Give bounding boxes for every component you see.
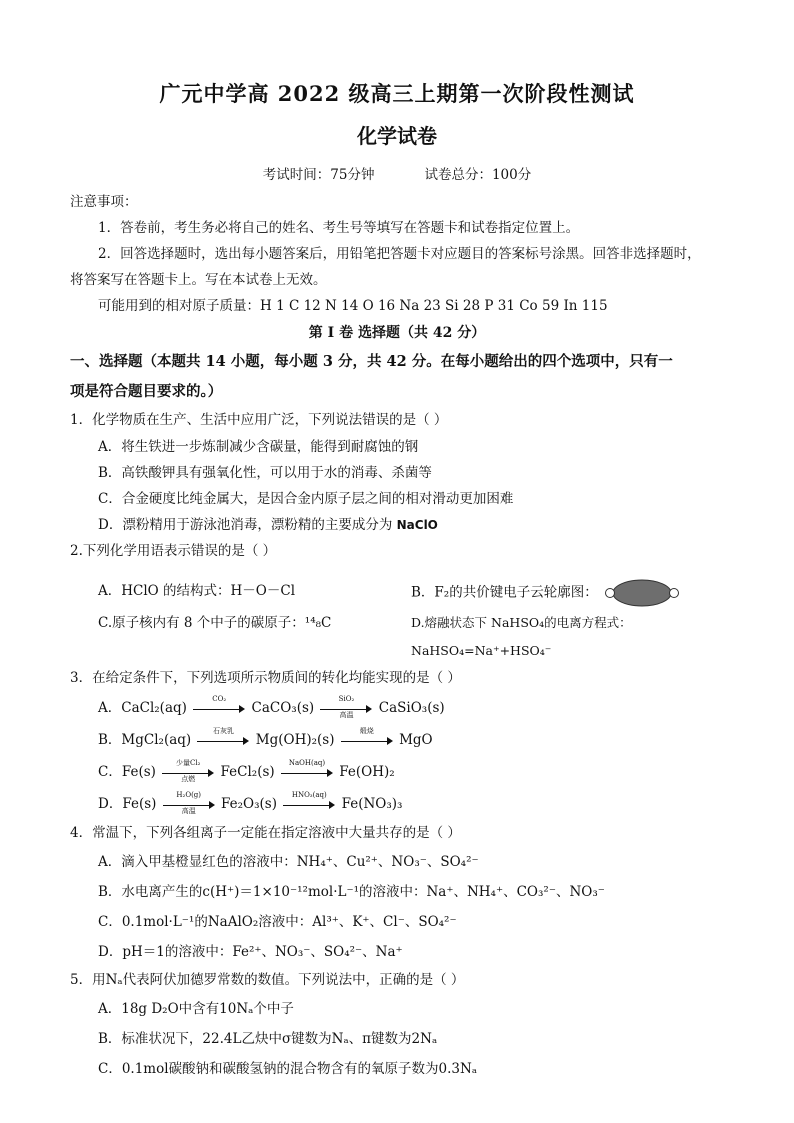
product: Fe(OH)₂ bbox=[339, 764, 395, 780]
reaction-arrow bbox=[163, 790, 215, 815]
option-label: B． bbox=[98, 732, 122, 748]
reaction-arrow bbox=[193, 694, 245, 716]
product: Fe(NO₃)₃ bbox=[341, 796, 403, 812]
reaction-arrow bbox=[283, 790, 335, 812]
reactant: Fe(s) bbox=[122, 796, 157, 812]
reactant: CaCl₂(aq) bbox=[121, 700, 187, 716]
option-b-text: B．F₂的共价键电子云轮廓图： bbox=[411, 584, 598, 601]
option-d-text: D．漂粉精用于游泳池消毒，漂粉精的主要成分为 bbox=[98, 517, 393, 533]
option-a: A．滴入甲基橙显红色的溶液中：NH₄⁺、Cu²⁺、NO₃⁻、SO₄²⁻ bbox=[98, 854, 479, 870]
option-d bbox=[70, 788, 724, 820]
question-stem: 1．化学物质在生产、生活中应用广泛，下列说法错误的是（ ） bbox=[70, 412, 448, 428]
question-1 bbox=[70, 407, 724, 538]
option-a bbox=[70, 692, 724, 724]
question-stem: 3．在给定条件下，下列选项所示物质间的转化均能实现的是（ ） bbox=[70, 670, 461, 686]
note-item-2b: 将答案写在答题卡上。写在本试卷上无效。 bbox=[70, 272, 327, 288]
f2-electron-cloud-diagram bbox=[604, 577, 680, 609]
product: MgO bbox=[399, 732, 433, 748]
option-d-formula: NaClO bbox=[396, 518, 438, 532]
question-stem: 4．常温下，下列各组离子一定能在指定溶液中大量共存的是（ ） bbox=[70, 825, 461, 841]
option-a: A．将生铁进一步炼制减少含碳量，能得到耐腐蚀的钢 bbox=[98, 439, 419, 455]
option-d bbox=[70, 512, 724, 538]
option-label: C． bbox=[98, 764, 122, 780]
intermediate: Fe₂O₃(s) bbox=[221, 796, 277, 812]
option-c bbox=[70, 756, 724, 788]
arrow-condition: CO₂ bbox=[212, 694, 227, 703]
arrow-condition: 煅烧 bbox=[359, 726, 374, 735]
part1-title: 第 I 卷 选择题（共 42 分） bbox=[308, 325, 486, 341]
option-label: D． bbox=[98, 796, 123, 812]
option-d: D．pH＝1的溶液中：Fe²⁺、NO₃⁻、SO₄²⁻、Na⁺ bbox=[98, 944, 403, 960]
page-subtitle: 化学试卷 bbox=[357, 124, 437, 148]
option-d: D.熔融状态下 NaHSO₄的电离方程式：NaHSO₄=Na⁺+HSO₄⁻ bbox=[411, 615, 632, 658]
question-4 bbox=[70, 820, 724, 967]
reaction-arrow bbox=[281, 758, 333, 780]
arrow-condition-below: 高温 bbox=[339, 710, 354, 719]
arrow-condition: HNO₃(aq) bbox=[291, 790, 327, 799]
option-b bbox=[70, 724, 724, 756]
reactant: Fe(s) bbox=[121, 764, 156, 780]
option-a: A．HClO 的结构式：H－O－Cl bbox=[98, 583, 296, 599]
option-c: C．合金硬度比纯金属大，是因合金内原子层之间的相对滑动更加困难 bbox=[98, 491, 514, 507]
reaction-arrow bbox=[320, 694, 372, 719]
option-a: A．18g D₂O中含有10Nₐ个中子 bbox=[98, 1001, 294, 1017]
intermediate: CaCO₃(s) bbox=[251, 700, 315, 716]
reaction-arrow bbox=[197, 726, 249, 748]
note-item-2a: 2．回答选择题时，选出每小题答案后，用铅笔把答题卡对应题目的答案标号涂黑。回答非选择题时， bbox=[98, 246, 701, 262]
question-3 bbox=[70, 665, 724, 820]
option-row-ab bbox=[70, 577, 724, 609]
option-c: C．0.1mol·L⁻¹的NaAlO₂溶液中：Al³⁺、K⁺、Cl⁻、SO₄²⁻ bbox=[98, 914, 457, 930]
question-5 bbox=[70, 967, 724, 1084]
question-stem: 5．用Nₐ代表阿伏加德罗常数的数值。下列说法中，正确的是（ ） bbox=[70, 972, 465, 988]
option-b bbox=[411, 577, 724, 609]
note-item-1: 1．答卷前，考生务必将自己的姓名、考生号等填写在答题卡和试卷指定位置上。 bbox=[98, 220, 580, 236]
reaction-arrow bbox=[341, 726, 393, 748]
arrow-condition: NaOH(aq) bbox=[288, 758, 326, 767]
exam-score: 试卷总分：100分 bbox=[424, 167, 532, 183]
arrow-condition: 少量Cl₂ bbox=[176, 758, 201, 767]
intermediate: FeCl₂(s) bbox=[220, 764, 275, 780]
question-stem: 2.下列化学用语表示错误的是（ ） bbox=[70, 543, 277, 559]
option-b: B．高铁酸钾具有强氧化性，可以用于水的消毒、杀菌等 bbox=[98, 465, 432, 481]
option-b: B．水电离产生的c(H⁺)＝1×10⁻¹²mol·L⁻¹的溶液中：Na⁺、NH₄⁺、CO₃²⁻、NO₃⁻ bbox=[98, 884, 605, 900]
arrow-condition: H₂O(g) bbox=[176, 790, 202, 799]
option-c: C．0.1mol碳酸钠和碳酸氢钠的混合物含有的氧原子数为0.3Nₐ bbox=[98, 1061, 478, 1077]
arrow-condition: SiO₂ bbox=[338, 694, 355, 703]
notes-heading: 注意事项： bbox=[70, 194, 138, 210]
arrow-condition: 石灰乳 bbox=[212, 726, 234, 735]
reaction-arrow bbox=[162, 758, 214, 783]
reactant: MgCl₂(aq) bbox=[121, 732, 192, 748]
option-b: B．标准状况下，22.4L乙炔中σ键数为Nₐ、π键数为2Nₐ bbox=[98, 1031, 438, 1047]
page-title: 广元中学高 2022 级高三上期第一次阶段性测试 bbox=[159, 81, 635, 106]
option-c: C.原子核内有 8 个中子的碳原子：¹⁴₈C bbox=[98, 615, 332, 631]
question-2 bbox=[70, 538, 724, 665]
arrow-condition-below: 点燃 bbox=[181, 774, 196, 783]
product: CaSiO₃(s) bbox=[378, 700, 445, 716]
intermediate: Mg(OH)₂(s) bbox=[255, 732, 335, 748]
exam-time: 考试时间：75分钟 bbox=[262, 167, 375, 183]
arrow-condition-below: 高温 bbox=[181, 806, 196, 815]
section-instructions-1: 一、选择题（本题共 14 小题，每小题 3 分，共 42 分。在每小题给出的四个选项中，只有一 bbox=[70, 353, 673, 370]
option-row-cd bbox=[70, 609, 724, 665]
notes-block bbox=[70, 189, 724, 319]
option-label: A． bbox=[98, 700, 122, 716]
exam-info bbox=[70, 163, 724, 183]
section-instructions-2: 项是符合题目要求的。） bbox=[70, 383, 223, 400]
atomic-masses: 可能用到的相对原子质量：H 1 C 12 N 14 O 16 Na 23 Si 28 P 31 Co 59 In 115 bbox=[98, 298, 608, 314]
